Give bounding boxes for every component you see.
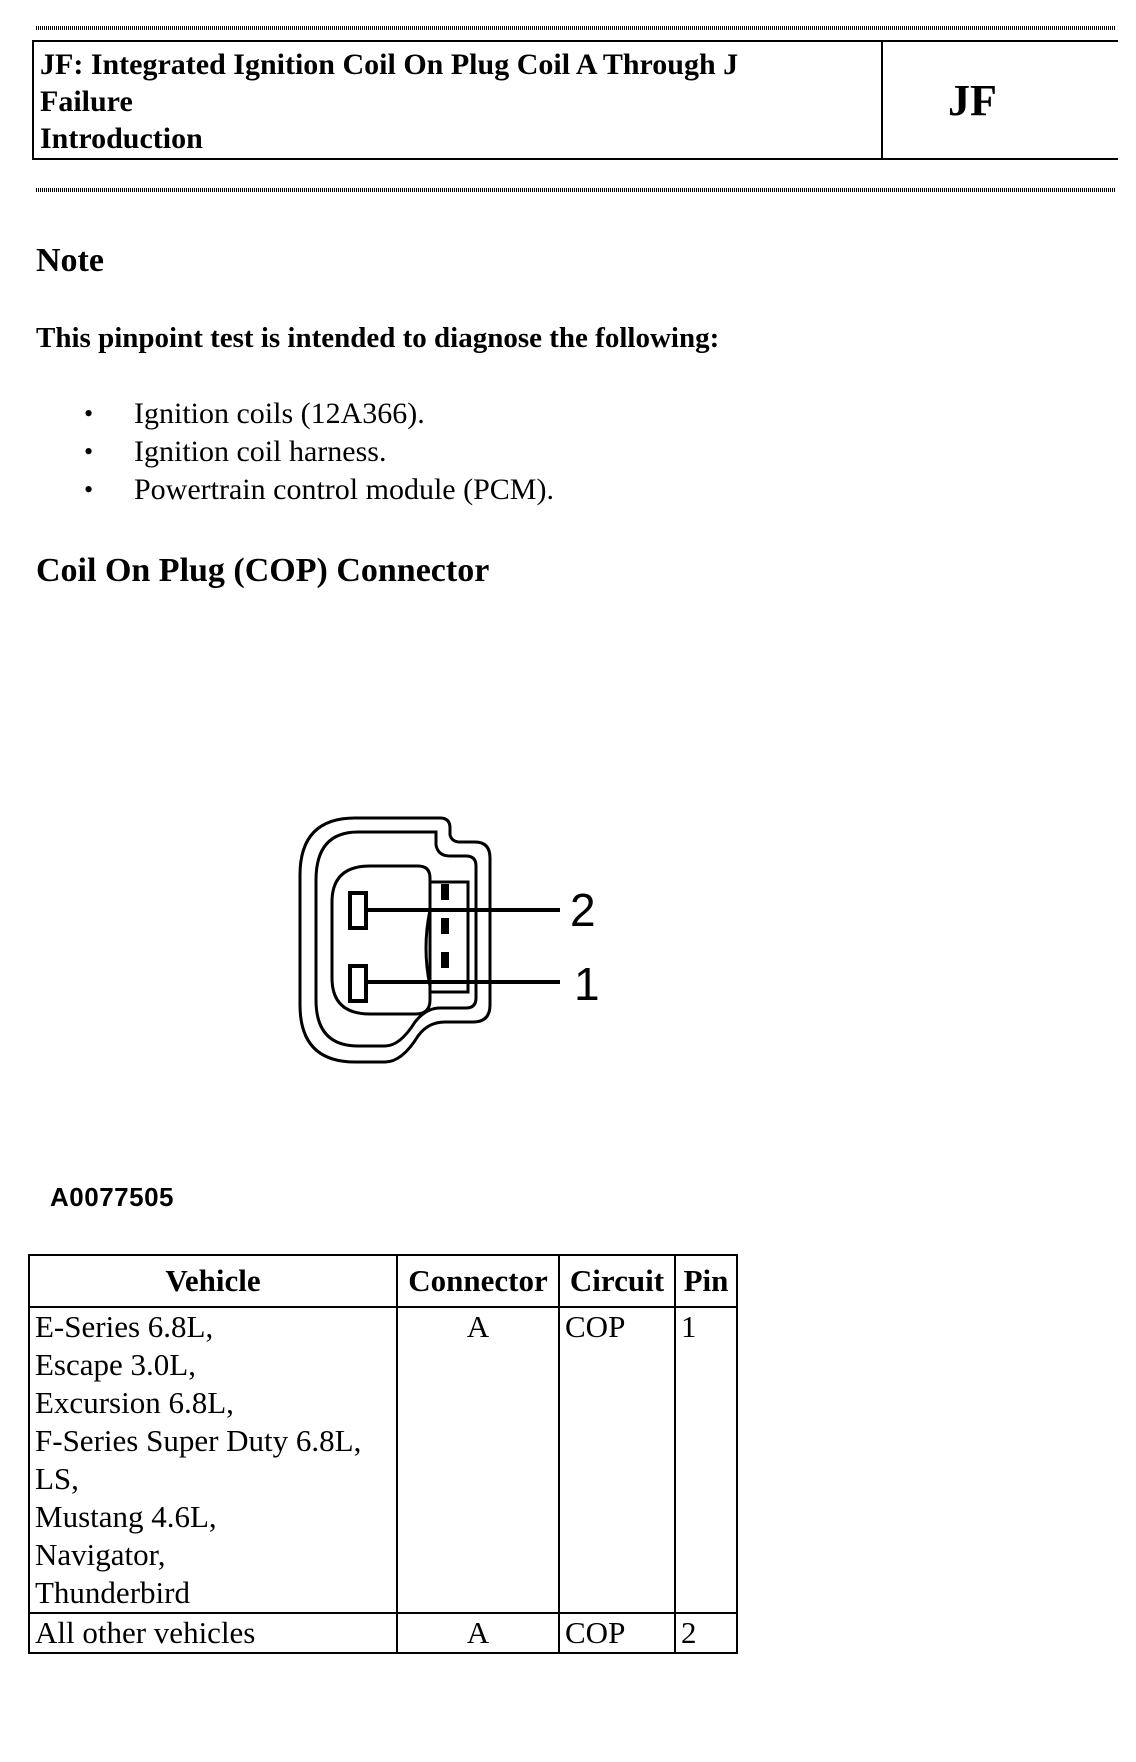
note-heading: Note — [36, 242, 104, 279]
page-header — [32, 40, 1118, 160]
table-row — [29, 1307, 737, 1613]
column-header: Connector — [397, 1255, 559, 1307]
list-item: • Ignition coil harness. — [84, 433, 554, 471]
figure-id: A0077505 — [50, 1182, 174, 1212]
table-row — [29, 1613, 737, 1653]
column-header: Pin — [675, 1255, 737, 1307]
header-divider — [36, 188, 1116, 192]
note-intro: This pinpoint test is intended to diagnose the following: — [36, 322, 720, 354]
page-title — [34, 42, 883, 158]
pin-cell: 2 — [675, 1613, 737, 1653]
pin-label-2: 2 — [570, 884, 596, 936]
connector-heading: Coil On Plug (COP) Connector — [36, 552, 490, 589]
pin-table — [28, 1254, 738, 1654]
vehicle-name: Navigator, — [35, 1537, 166, 1572]
column-header: Circuit — [559, 1255, 675, 1307]
circuit-cell: COP — [559, 1613, 675, 1653]
list-item: • Powertrain control module (PCM). — [84, 471, 554, 509]
pin-cell: 1 — [675, 1307, 737, 1613]
circuit-cell: COP — [559, 1307, 675, 1613]
column-header: Vehicle — [29, 1255, 397, 1307]
latch-segment — [441, 918, 449, 934]
vehicle-name: Excursion 6.8L, — [35, 1385, 234, 1420]
page-title-line: Introduction — [40, 122, 203, 155]
section-code: JF — [948, 75, 997, 125]
connector-cell: A — [397, 1307, 559, 1613]
terminal-pin-2 — [350, 893, 366, 928]
vehicle-name: E-Series 6.8L, — [35, 1309, 214, 1344]
vehicle-cell — [29, 1613, 397, 1653]
vehicle-name: LS, — [35, 1461, 79, 1496]
vehicle-name: Escape 3.0L, — [35, 1347, 196, 1382]
page-title-line: JF: Integrated Ignition Coil On Plug Coil A Through J — [40, 48, 739, 81]
table-header-row — [29, 1255, 737, 1307]
latch-segment — [441, 952, 449, 968]
connector-cell: A — [397, 1613, 559, 1653]
pin-label-1: 1 — [574, 958, 600, 1010]
latch-segment — [441, 884, 449, 900]
vehicle-name: F-Series Super Duty 6.8L, — [35, 1423, 362, 1458]
vehicle-cell — [29, 1307, 397, 1613]
vehicle-name: Thunderbird — [35, 1575, 190, 1610]
terminal-pin-1 — [350, 966, 366, 1001]
list-item: • Ignition coils (12A366). — [84, 395, 554, 433]
terminal-cavity — [332, 866, 430, 1014]
vehicle-name: Mustang 4.6L, — [35, 1499, 217, 1534]
cop-connector-diagram — [290, 800, 690, 1100]
diagnosis-list — [84, 395, 554, 509]
vehicle-name: All other vehicles — [35, 1615, 256, 1650]
top-divider — [36, 26, 1116, 30]
page-title-line: Failure — [40, 85, 133, 118]
